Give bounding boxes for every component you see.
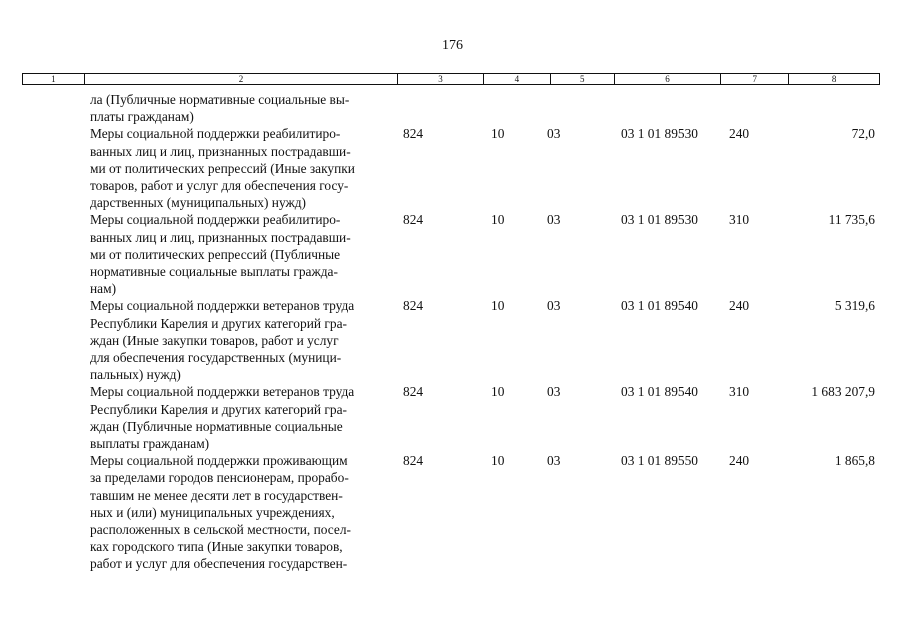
table-body: [0, 91, 905, 573]
description-line: ми от политических репрессий (Публичные: [90, 246, 341, 262]
description-line: ла (Публичные нормативные социальные вы-: [90, 92, 350, 107]
row-description: [90, 452, 400, 572]
section-code: 10: [491, 212, 505, 228]
description-line: ванных лиц и лиц, признанных пострадавши-: [90, 143, 351, 159]
description-line: расположенных в сельской местности, посел-: [90, 522, 351, 538]
table-header: [22, 73, 880, 85]
row-description: [90, 211, 400, 297]
row-description: [90, 383, 400, 452]
header-col-6: 6: [615, 74, 722, 84]
table-row: [0, 91, 905, 125]
section-code: 10: [491, 384, 505, 400]
description-line: ных и (или) муниципальных учреждениях,: [90, 504, 335, 520]
page-number: 176: [442, 38, 463, 53]
expense-type-code: 310: [729, 384, 750, 400]
description-line: товаров, работ и услуг для обеспечения госу-: [90, 178, 349, 194]
amount: 1 683 207,9: [811, 384, 875, 400]
description-line: Меры социальной поддержки реабилитиро-: [90, 212, 341, 228]
amount: 5 319,6: [834, 298, 875, 314]
row-description: [90, 125, 400, 211]
amount: 1 865,8: [834, 453, 875, 469]
section-code: 10: [491, 126, 505, 142]
section-code: 10: [491, 298, 505, 314]
table-row: [0, 452, 905, 572]
table-row: [0, 211, 905, 297]
ministry-code: 824: [403, 126, 424, 142]
article-code: 03 1 01 89530: [621, 212, 698, 228]
description-line: ждан (Иные закупки товаров, работ и услуг: [90, 332, 339, 348]
table-row: [0, 125, 905, 211]
description-line: ванных лиц и лиц, признанных пострадавши-: [90, 229, 351, 245]
description-line: за пределами городов пенсионерам, прорабо-: [90, 470, 349, 486]
description-line: пальных) нужд): [90, 367, 181, 383]
expense-type-code: 240: [729, 126, 750, 142]
section-code: 10: [491, 453, 505, 469]
subsection-code: 03: [547, 298, 561, 314]
description-line: Республики Карелия и других категорий гра-: [90, 401, 347, 417]
description-line: ми от политических репрессий (Иные закупки: [90, 160, 355, 176]
description-line: дарственных (муниципальных) нужд): [90, 195, 306, 211]
description-line: Республики Карелия и других категорий гра-: [90, 315, 347, 331]
ministry-code: 824: [403, 384, 424, 400]
expense-type-code: 240: [729, 298, 750, 314]
description-line: тавшим не менее десяти лет в государствен-: [90, 487, 343, 503]
ministry-code: 824: [403, 298, 424, 314]
article-code: 03 1 01 89550: [621, 453, 698, 469]
article-code: 03 1 01 89540: [621, 384, 698, 400]
header-col-5: 5: [551, 74, 615, 84]
row-description: [90, 297, 400, 383]
description-line: Меры социальной поддержки проживающим: [90, 453, 348, 469]
amount: 11 735,6: [828, 212, 875, 228]
description-line: для обеспечения государственных (муници-: [90, 350, 342, 366]
description-line: нормативные социальные выплаты гражда-: [90, 264, 338, 280]
header-col-2: 2: [85, 74, 398, 84]
article-code: 03 1 01 89530: [621, 126, 698, 142]
header-col-8: 8: [831, 74, 837, 84]
subsection-code: 03: [547, 453, 561, 469]
subsection-code: 03: [547, 384, 561, 400]
subsection-code: 03: [547, 126, 561, 142]
description-line: работ и услуг для обеспечения государствен-: [90, 556, 348, 572]
header-col-7: 7: [721, 74, 789, 84]
description-line: нам): [90, 281, 117, 297]
ministry-code: 824: [403, 212, 424, 228]
description-line: выплаты гражданам): [90, 436, 210, 452]
expense-type-code: 310: [729, 212, 750, 228]
table-row: [0, 297, 905, 383]
subsection-code: 03: [547, 212, 561, 228]
description-line: ждан (Публичные нормативные социальные: [90, 418, 343, 434]
table-row: [0, 383, 905, 452]
header-col-4: 4: [484, 74, 551, 84]
article-code: 03 1 01 89540: [621, 298, 698, 314]
description-line: Меры социальной поддержки ветеранов труда: [90, 384, 355, 400]
description-line: платы гражданам): [90, 109, 194, 125]
expense-type-code: 240: [729, 453, 750, 469]
amount: 72,0: [851, 126, 875, 142]
ministry-code: 824: [403, 453, 424, 469]
description-line: Меры социальной поддержки реабилитиро-: [90, 126, 341, 142]
description-line: Меры социальной поддержки ветеранов труда: [90, 298, 355, 314]
header-col-3: 3: [398, 74, 484, 84]
description-line: ках городского типа (Иные закупки товаров,: [90, 539, 343, 555]
header-col-1: 1: [23, 74, 85, 84]
row-description: [90, 91, 400, 125]
